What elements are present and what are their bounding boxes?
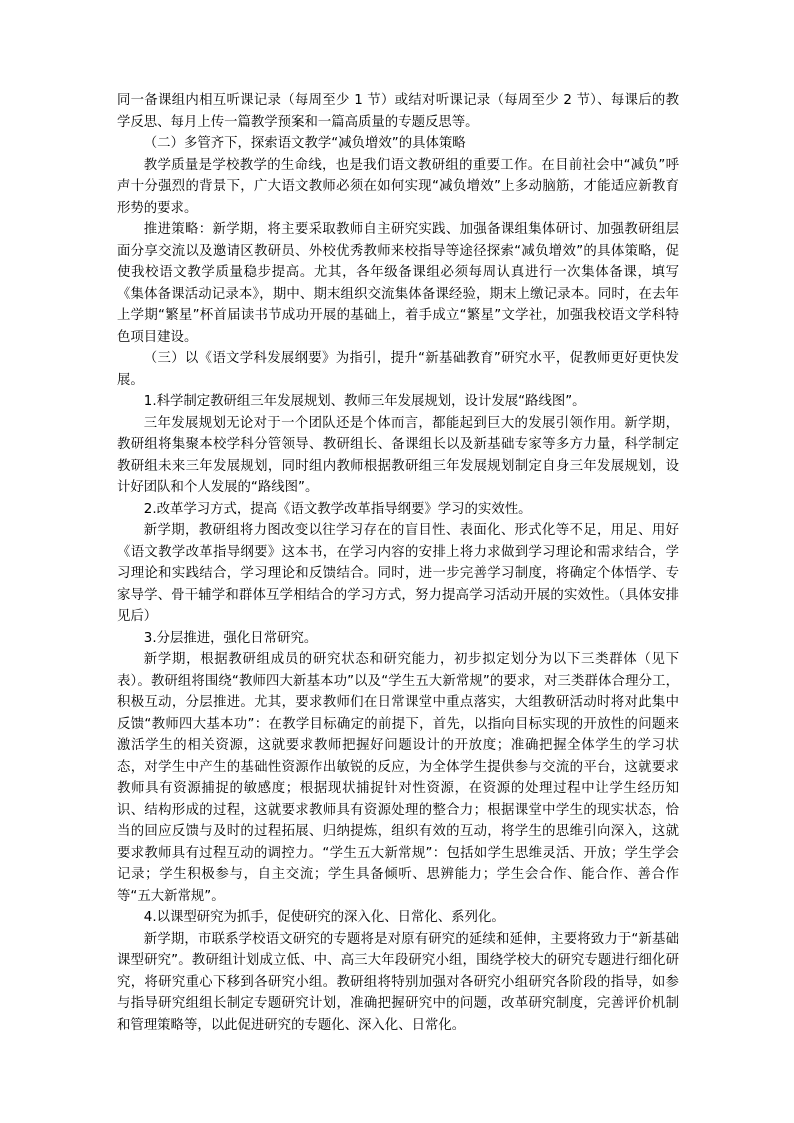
section-heading-2: （二）多管齐下，探索语文教学“减负增效”的具体策略 (143, 136, 466, 151)
paragraph-1: 同一备课组内相互听课记录（每周至少 1 节）或结对听课记录（每周至少 2 节）、每课后的教学反思、每月上传一篇教学预案和一篇高质量的专题反思等。 (117, 93, 679, 130)
section-heading-3: （三）以《语文学科发展纲要》为指引，提升“新基础教育”研究水平，促教师更好更快发展。 (117, 351, 679, 388)
subheading-4: 4.以课型研究为抓手，促使研究的深入化、日常化、系列化。 (143, 910, 505, 925)
document-page (117, 90, 679, 1036)
subheading-2: 2.改革学习方式，提高《语文教学改革指导纲要》学习的实效性。 (143, 501, 532, 517)
subheading-3: 3.分层推进，强化日常研究。 (143, 630, 318, 646)
paragraph-13: 新学期，市联系学校语文研究的专题将是对原有研究的延续和延伸，主要将致力于“新基础课型研究”。教研组计划成立低、中、高三大年段研究小组，围绕学校大的研究专题进行细化研究，将研究重心下移到各研究小组。教研组将特别加强对各研究小组研究各阶段的指导，如参与指导研究组组长制定专题研究计划，准确把握研究中的问题，改革研究制度，完善评价机制和管理策略等，以此促进研究的专题化、深入化、日常化。 (117, 931, 679, 1033)
paragraph-7: 三年发展规划无论对于一个团队还是个体而言，都能起到巨大的发展引领作用。新学期，教研组将集聚本校学科分管领导、教研组长、备课组长以及新基础专家等多方力量，科学制定教研组未来三年发展规划，同时组内教师根据教研组三年发展规划制定自身三年发展规划，设计好团队和个人发展的“路线图”。 (117, 415, 679, 495)
paragraph-9: 新学期，教研组将力图改变以往学习存在的盲目性、表面化、形式化等不足，用足、用好《语文教学改革指导纲要》这本书，在学习内容的安排上将力求做到学习理论和需求结合，学习理论和实践结合，学习理论和反馈结合。同时，进一步完善学习制度，将确定个体悟学、专家导学、骨干辅学和群体互学相结合的学习方式，努力提高学习活动开展的实效性。（具体安排见后） (117, 523, 679, 624)
paragraph-4: 推进策略：新学期，将主要采取教师自主研究实践、加强备课组集体研讨、加强教研组层面分享交流以及邀请区教研员、外校优秀教师来校指导等途径探索“减负增效”的具体策略，促使我校语文教学质量稳步提高。尤其，各年级备课组必须每周认真进行一次集体备课，填写《集体备课活动记录本》，期中、期末组织交流集体备课经验，期末上缴记录本。同时，在去年上学期“繁星”杯首届读书节成功开展的基础上，着手成立“繁星”文学社，加强我校语文学科特色项目建设。 (117, 222, 679, 345)
subheading-1: 1.科学制定教研组三年发展规划、教师三年发展规划，设计发展“路线图”。 (143, 394, 586, 409)
paragraph-11: 新学期，根据教研组成员的研究状态和研究能力，初步拟定划分为以下三类群体（见下表）。教研组将围绕“教师四大新基本功”以及“学生五大新常规”的要求，对三类群体合理分工，积极互动，分层推进。尤其，要求教师们在日常课堂中重点落实，大组教研活动时将对此集中反馈“教师四大基本功”：在教学目标确定的前提下，首先，以指向目标实现的开放性的问题来激活学生的相关资源，这就要求教师把握好问题设计的开放度；准确把握全体学生的学习状态，对学生中产生的基础性资源作出敏锐的反应，为全体学生提供参与交流的平台，这就要求教师具有资源捕捉的敏感度；根据现状捕捉针对性资源，在资源的处理过程中让学生经历知识、结构形成的过程，这就要求教师具有资源处理的整合力；根据课堂中学生的现实状态，恰当的回应反馈与及时的过程拓展、归纳提炼，组织有效的互动，将学生的思维引向深入，这就要求教师具有过程互动的调控力。“学生五大新常规”：包括如学生思维灵活、开放；学生学会记录；学生积极参与，自主交流；学生具备倾听、思辨能力；学生会合作、能合作、善合作等“五大新常规”。 (117, 652, 679, 904)
paragraph-3: 教学质量是学校教学的生命线，也是我们语文教研组的重要工作。在目前社会中“减负”呼声十分强烈的背景下，广大语文教师必须在如何实现“减负增效”上多动脑筋，才能适应新教育形势的要求。 (117, 157, 679, 216)
